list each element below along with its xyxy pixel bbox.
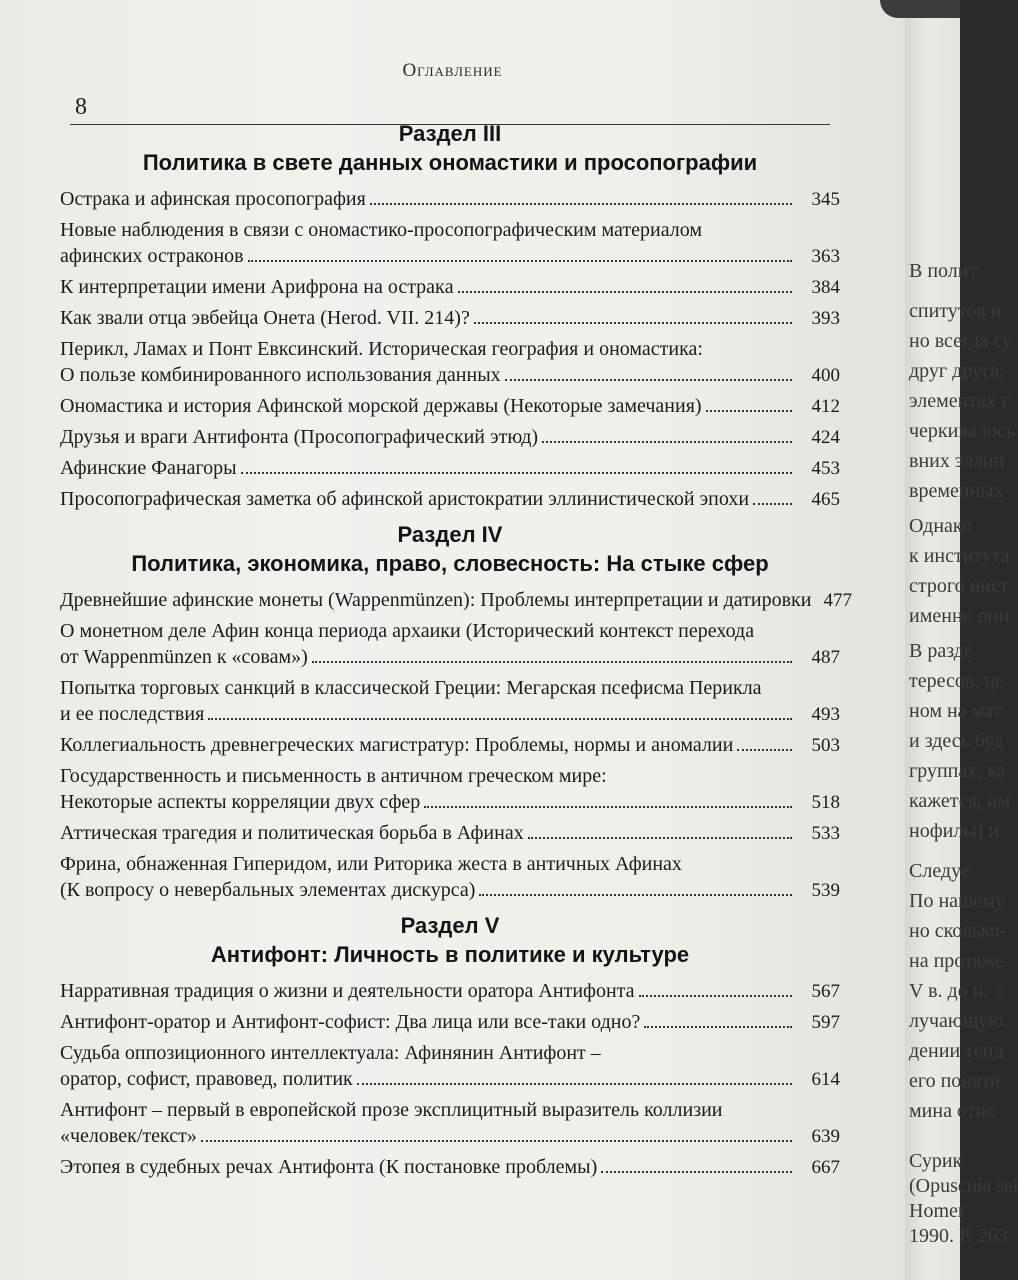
dot-leader — [312, 647, 792, 663]
facing-page-text: лучающую — [909, 1010, 1004, 1032]
toc-page-number: 487 — [811, 647, 840, 668]
facing-page-text: В разде — [909, 640, 973, 662]
running-head: Оглавление — [402, 60, 503, 81]
section-subtitle: Антифонт: Личность в политике и культуре — [210, 942, 690, 967]
facing-page-text: дении тенд — [909, 1040, 1004, 1062]
toc-page-number: 393 — [811, 308, 840, 329]
section-title: Раздел V — [400, 913, 500, 938]
section-subtitle: Политика, экономика, право, словесность: На стыке сфер — [131, 551, 769, 576]
facing-page-text: именно они — [909, 605, 1010, 627]
toc-entry-lastline — [60, 486, 840, 513]
toc-entry-lastline — [60, 1009, 840, 1036]
toc-entry-lastline — [60, 455, 840, 482]
facing-page-text: ном на мат — [909, 700, 1002, 722]
toc-entry-line: Ономастика и история Афинской морской державы (Некоторые замечания) — [60, 395, 702, 417]
section-title: Раздел IV — [397, 522, 503, 547]
toc-entry — [60, 186, 840, 213]
facing-page-text: мина отно — [909, 1100, 997, 1122]
toc-entry — [60, 424, 840, 451]
facing-page-text: группах, ка — [909, 760, 1006, 782]
toc-entry — [60, 217, 840, 270]
facing-page-text: его поняти — [909, 1070, 1001, 1092]
toc-entry — [60, 1154, 840, 1181]
toc-entry-line: Перикл, Ламах и Понт Евксинский. Историческая география и ономастика: — [60, 338, 703, 360]
facing-page-text: вних эллин — [909, 450, 1005, 472]
dot-leader — [201, 1126, 792, 1142]
toc-entry — [60, 763, 840, 816]
dot-leader — [505, 365, 792, 381]
dot-leader — [753, 489, 792, 505]
dot-leader — [424, 792, 792, 808]
toc-entry-line: Просопографическая заметка об афинской аристократии эллинистической эпохи — [60, 488, 750, 510]
toc-entry-line: Древнейшие афинские монеты (Wappenmünzen): Проблемы интерпретации и датировки — [60, 589, 812, 611]
toc-entry-line: «человек/текст» — [60, 1125, 197, 1147]
facing-page-text: В полит — [909, 260, 978, 282]
toc-page-number: 400 — [811, 365, 840, 386]
dot-leader — [528, 823, 792, 839]
dot-leader — [208, 704, 792, 720]
facing-page-text: кажется, им — [909, 790, 1011, 812]
dot-leader — [706, 396, 792, 412]
dot-leader — [737, 735, 792, 751]
dot-leader — [241, 458, 792, 474]
dot-leader — [248, 246, 792, 262]
toc-entry-lastline — [60, 789, 840, 816]
toc-entry-lastline — [60, 820, 840, 847]
facing-page-text: (Opuscula sel — [909, 1175, 1018, 1197]
table-of-contents — [60, 112, 852, 1185]
dot-leader — [601, 1157, 792, 1173]
toc-entry-lastline — [60, 1066, 840, 1093]
facing-page-text: строго инст — [909, 575, 1009, 597]
toc-entry-line: Этопея в судебных речах Антифонта (К постановке проблемы) — [60, 1156, 598, 1178]
toc-entry-lastline — [60, 393, 840, 420]
toc-page-number: 639 — [811, 1126, 840, 1147]
dot-leader — [479, 880, 792, 896]
toc-page-number: 424 — [811, 427, 840, 448]
toc-entry-line: Антифонт-оратор и Антифонт-софист: Два лица или все-таки одно? — [60, 1011, 641, 1033]
toc-page-number: 614 — [811, 1069, 840, 1090]
toc-entry-line: Друзья и враги Антифонта (Просопографический этюд) — [60, 426, 539, 448]
toc-entry-lastline — [60, 424, 840, 451]
toc-entry-line: и ее последствия — [60, 703, 205, 725]
facing-page-text: друг друга. — [909, 360, 1005, 382]
facing-page-text: 1990. P. 263 — [909, 1225, 1008, 1247]
dot-leader — [474, 308, 792, 324]
facing-page-text: черкивалось — [909, 420, 1016, 442]
facing-page-text: на протяже — [909, 950, 1005, 972]
dot-leader — [357, 1069, 792, 1085]
toc-entry — [60, 274, 840, 301]
dot-leader — [644, 1012, 792, 1028]
toc-entry-line: Остракa и афинская просопография — [60, 188, 366, 210]
toc-page-number: 597 — [811, 1012, 840, 1033]
toc-page-number: 363 — [811, 246, 840, 267]
toc-entry-line: от Wappenmünzen к «совам») — [60, 646, 308, 668]
toc-entry-line: Как звали отца эвбейца Онета (Herod. VII. 214)? — [60, 307, 470, 329]
facing-page-text: временных — [909, 480, 1004, 502]
toc-page-number: 567 — [811, 981, 840, 1002]
toc-entry-line: Государственность и письменность в античном греческом мире: — [60, 765, 607, 787]
dot-leader — [542, 427, 792, 443]
toc-entry-lastline — [60, 305, 840, 332]
toc-entry-line: Нарративная традиция о жизни и деятельности оратора Антифонта — [60, 980, 635, 1002]
facing-page-text: Следуе — [909, 860, 970, 882]
toc-entry — [60, 618, 840, 671]
toc-page-number: 493 — [811, 704, 840, 725]
toc-entry — [60, 305, 840, 332]
toc-entry-line: Фрина, обнаженная Гиперидом, или Риторика жеста в античных Афинах — [60, 853, 682, 875]
toc-entry-lastline — [60, 732, 840, 759]
toc-entry-line: О монетном деле Афин конца периода архаики (Исторический контекст перехода — [60, 620, 755, 642]
toc-page-number: 533 — [811, 823, 840, 844]
toc-page-number: 345 — [811, 189, 840, 210]
toc-entry-lastline — [60, 362, 840, 389]
section-subtitle: Политика в свете данных ономастики и просопографии — [142, 150, 758, 175]
toc-entry-line: оратор, софист, правовед, политик — [60, 1068, 353, 1090]
toc-entry — [60, 455, 840, 482]
toc-entry-lastline — [60, 701, 840, 728]
toc-entry-line: Антифонт – первый в европейской прозе эксплицитный выразитель коллизии — [60, 1099, 723, 1121]
toc-page-number: 518 — [811, 792, 840, 813]
toc-entry-lastline — [60, 1154, 840, 1181]
book-cover-corner — [880, 0, 960, 18]
toc-entry-lastline — [60, 274, 840, 301]
facing-page-text: и здесь буд — [909, 730, 1004, 752]
toc-entry — [60, 675, 840, 728]
toc-page-number: 539 — [811, 880, 840, 901]
facing-page-text: но сколько- — [909, 920, 1007, 942]
facing-page-text: к институтa — [909, 545, 1010, 567]
toc-entry — [60, 587, 852, 614]
toc-entry-lastline — [60, 186, 840, 213]
toc-entry-line: Некоторые аспекты корреляции двух сфер — [60, 791, 421, 813]
dot-leader — [639, 981, 792, 997]
section-title: Раздел III — [398, 121, 502, 146]
toc-entry-lastline — [60, 644, 840, 671]
toc-entry — [60, 978, 840, 1005]
toc-entry — [60, 486, 840, 513]
facing-page-text: V в. до н. э — [909, 980, 1002, 1002]
toc-entry-lastline — [60, 243, 840, 270]
toc-entry-lastline — [60, 978, 840, 1005]
toc-entry — [60, 1009, 840, 1036]
toc-entry — [60, 732, 840, 759]
toc-page-number: 384 — [811, 277, 840, 298]
facing-page-text: спитутов и — [909, 300, 1002, 322]
toc-entry — [60, 820, 840, 847]
toc-page-number: 477 — [823, 590, 852, 611]
facing-page-text: нофилы) и — [909, 820, 1000, 842]
toc-page-number: 465 — [811, 489, 840, 510]
toc-entry-line: афинских остраконов — [60, 245, 244, 267]
toc-entry — [60, 851, 840, 904]
toc-entry-line: Афинские Фанагоры — [60, 457, 237, 479]
facing-page-text: элементах г — [909, 390, 1010, 412]
facing-page-text: тересов, це — [909, 670, 1004, 692]
toc-page-number: 503 — [811, 735, 840, 756]
toc-entry-lastline — [60, 587, 852, 614]
toc-entry — [60, 1097, 840, 1150]
toc-entry-line: Аттическая трагедия и политическая борьба в Афинах — [60, 822, 524, 844]
facing-page-text: По нашему — [909, 890, 1005, 912]
toc-entry-line: (К вопросу о невербальных элементах дискурса) — [60, 879, 476, 901]
toc-entry-line: Новые наблюдения в связи с ономастико-просопографическим материалом — [60, 219, 703, 241]
toc-entry-lastline — [60, 1123, 840, 1150]
dot-leader — [370, 189, 792, 205]
toc-page-number: 667 — [811, 1157, 840, 1178]
facing-page-text: Сурик — [909, 1150, 963, 1172]
toc-entry — [60, 393, 840, 420]
toc-entry — [60, 336, 840, 389]
toc-entry-line: Попытка торговых санкций в классической Греции: Мегарская псефисма Перикла — [60, 677, 762, 699]
toc-entry-line: Коллегиальность древнегреческих магистратур: Проблемы, нормы и аномалии — [60, 734, 734, 756]
toc-page-number: 453 — [811, 458, 840, 479]
facing-page-text: Однако — [909, 515, 972, 537]
toc-page-number: 412 — [811, 396, 840, 417]
facing-page-text: но всегда су — [909, 330, 1012, 352]
dot-leader — [458, 277, 792, 293]
toc-entry-line: Судьба оппозиционного интеллектуала: Афинянин Антифонт – — [60, 1042, 601, 1064]
toc-entry — [60, 1040, 840, 1093]
facing-page-text: Homer — [909, 1200, 965, 1222]
toc-entry-line: О пользе комбинированного использования данных — [60, 364, 501, 386]
toc-entry-lastline — [60, 877, 840, 904]
toc-entry-line: К интерпретации имени Арифрона на остракa — [60, 276, 454, 298]
facing-page-edge — [905, 0, 1018, 1280]
page-number: 8 — [75, 94, 87, 120]
